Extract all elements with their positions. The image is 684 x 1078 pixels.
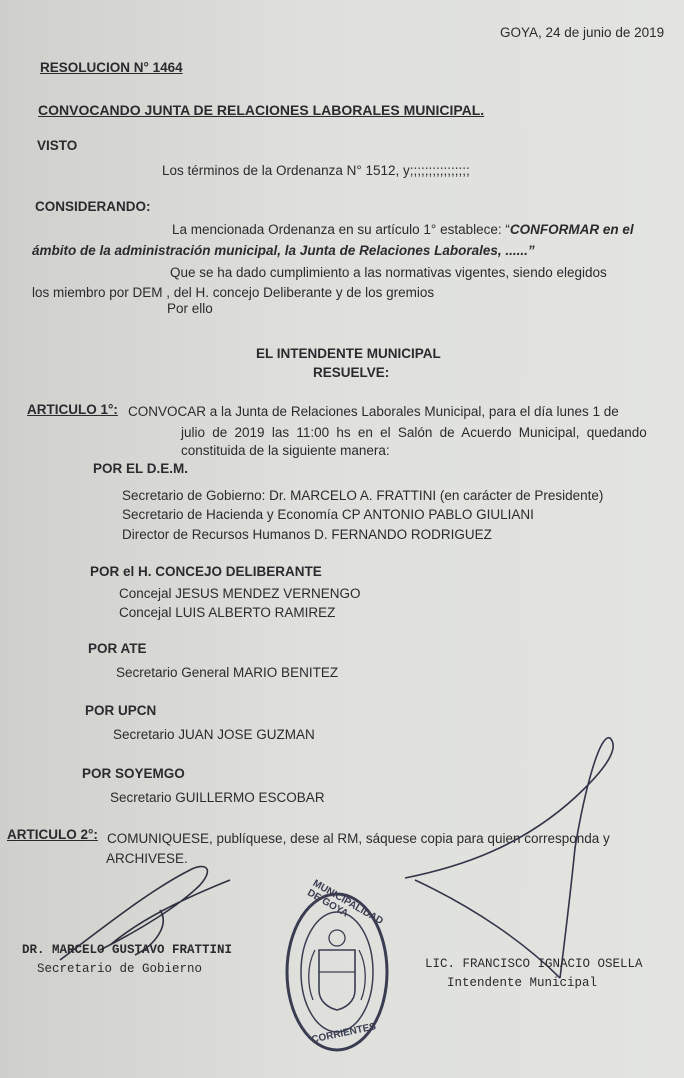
seal-top-text: MUNICIPALIDAD DE GOYA bbox=[305, 877, 385, 928]
group-heading-upcn: POR UPCN bbox=[85, 703, 157, 718]
left-signer-role: Secretario de Gobierno bbox=[37, 962, 203, 976]
document-title: CONVOCANDO JUNTA DE RELACIONES LABORALES MUNICIPAL. bbox=[38, 102, 485, 118]
considerando-p1-line1 bbox=[172, 221, 634, 239]
member-line: Director de Recursos Humanos D. FERNANDO RODRIGUEZ bbox=[122, 527, 492, 542]
considerando-p2-line2: los miembro por DEM , del H. concejo Deliberante y de los gremios bbox=[32, 285, 435, 300]
member-line: Concejal LUIS ALBERTO RAMIREZ bbox=[119, 605, 336, 620]
articulo1-line1: CONVOCAR a la Junta de Relaciones Laborales Municipal, para el día lunes 1 de bbox=[128, 404, 619, 419]
considerando-label: CONSIDERANDO: bbox=[35, 199, 151, 214]
member-line: Secretario de Gobierno: Dr. MARCELO A. FRATTINI (en carácter de Presidente) bbox=[122, 488, 604, 503]
group-heading-dem: POR EL D.E.M. bbox=[93, 461, 189, 476]
member-line: Secretario JUAN JOSE GUZMAN bbox=[113, 727, 315, 742]
visto-text: Los términos de la Ordenanza N° 1512, y;;;;;;;;;;;;;;;; bbox=[162, 163, 470, 178]
group-heading-soyemgo: POR SOYEMGO bbox=[82, 766, 185, 781]
resuelve-heading: RESUELVE: bbox=[313, 365, 390, 380]
group-heading-concejo: POR el H. CONCEJO DELIBERANTE bbox=[90, 564, 322, 579]
articulo1-line2: julio de 2019 las 11:00 hs en el Salón de Acuerdo Municipal, quedando bbox=[181, 425, 647, 440]
articulo1-line3: constituida de la siguiente manera: bbox=[181, 443, 390, 458]
member-line: Secretario General MARIO BENITEZ bbox=[116, 665, 339, 680]
left-signer-name: DR. MARCELO GUSTAVO FRATTINI bbox=[22, 943, 233, 957]
articulo1-label: ARTICULO 1°: bbox=[27, 402, 118, 417]
articulo2-label: ARTICULO 2°: bbox=[7, 827, 98, 842]
articulo2-line1: COMUNIQUESE, publíquese, dese al RM, sáquese copia para quien corresponda y bbox=[107, 831, 610, 846]
group-heading-ate: POR ATE bbox=[88, 641, 147, 656]
member-line: Concejal JESUS MENDEZ VERNENGO bbox=[119, 586, 361, 601]
visto-label: VISTO bbox=[37, 138, 78, 153]
member-line: Secretario de Hacienda y Economía CP ANTONIO PABLO GIULIANI bbox=[122, 507, 534, 522]
considerando-p1-quote-a: CONFORMAR en el bbox=[509, 222, 634, 237]
resolution-number: RESOLUCION N° 1464 bbox=[40, 60, 183, 75]
municipal-seal bbox=[283, 877, 391, 1054]
considerando-p1-quote-b: ámbito de la administración municipal, la Junta de Relaciones Laborales, ......” bbox=[32, 243, 535, 258]
authority-heading: EL INTENDENTE MUNICIPAL bbox=[256, 346, 441, 361]
right-signer-role: Intendente Municipal bbox=[447, 976, 598, 990]
right-handwritten-signature bbox=[395, 728, 655, 988]
considerando-p1-intro: La mencionada Ordenanza en su artículo 1° establece: “ bbox=[172, 222, 510, 237]
considerando-p2-line1: Que se ha dado cumplimiento a las normativas vigentes, siendo elegidos bbox=[170, 265, 607, 280]
right-signer-name: LIC. FRANCISCO IGNACIO OSELLA bbox=[425, 957, 643, 971]
articulo2-line2: ARCHIVESE. bbox=[106, 851, 188, 866]
date-line: GOYA, 24 de junio de 2019 bbox=[500, 25, 665, 40]
member-line: Secretario GUILLERMO ESCOBAR bbox=[110, 790, 325, 805]
considerando-p3: Por ello bbox=[167, 301, 213, 316]
seal-bottom-text: CORRIENTES bbox=[310, 1021, 377, 1046]
